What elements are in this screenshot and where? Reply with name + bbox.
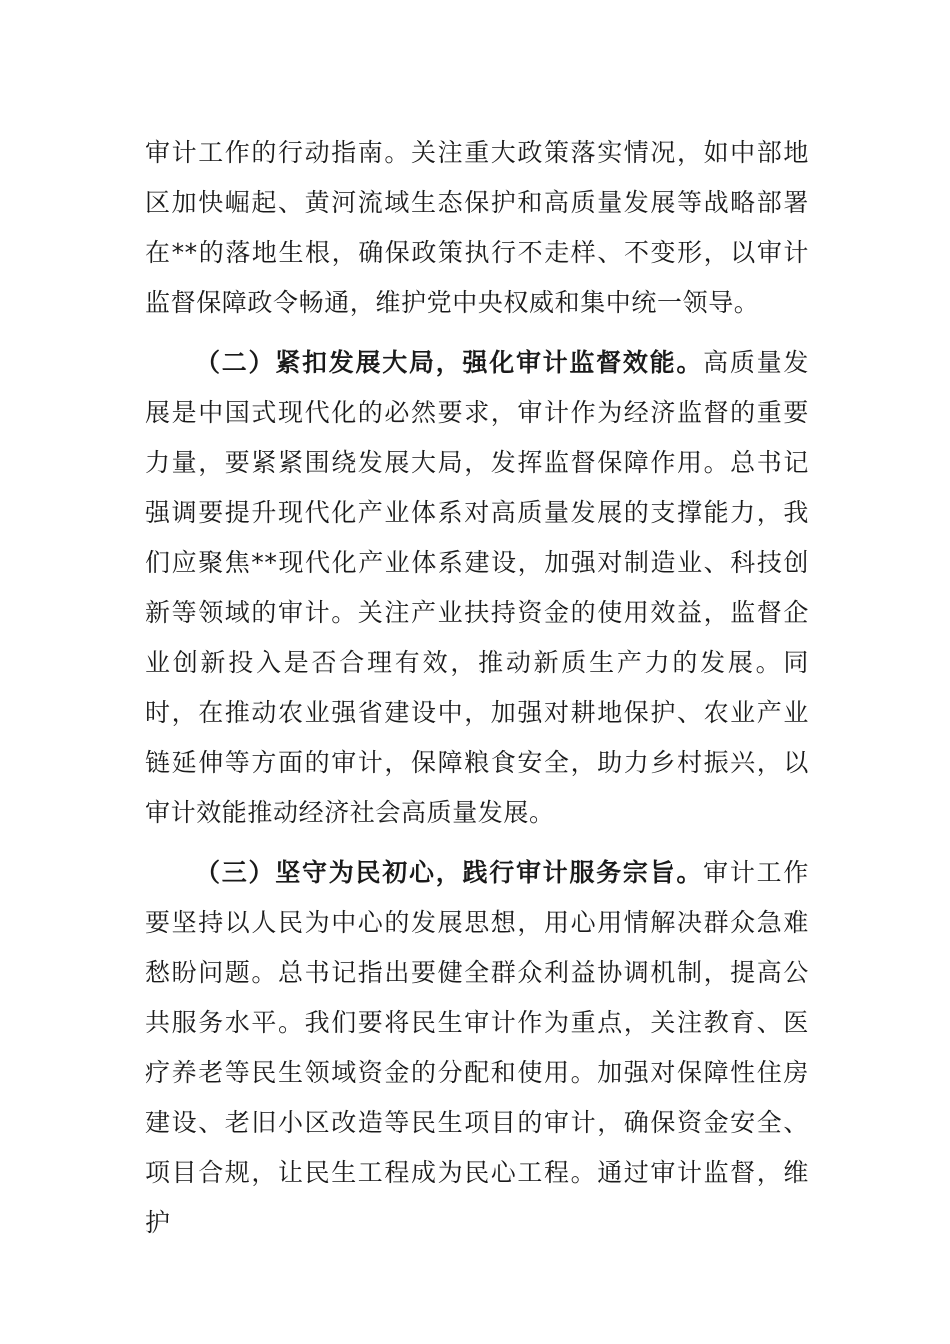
paragraph-1	[145, 128, 809, 328]
document-body	[145, 128, 809, 1258]
paragraph-2	[145, 338, 809, 838]
paragraph-3-text: 审计工作要坚持以人民为中心的发展思想，用心用情解决群众急难愁盼问题。总书记指出要健全群众利益协调机制，提高公共服务水平。我们要将民生审计作为重点，关注教育、医疗养老等民生领域资金的分配和使用。加强对保障性住房建设、老旧小区改造等民生项目的审计，确保资金安全、项目合规，让民生工程成为民心工程。通过审计监督，维护	[145, 858, 809, 1237]
paragraph-2-text: 高质量发展是中国式现代化的必然要求，审计作为经济监督的重要力量，要紧紧围绕发展大局，发挥监督保障作用。总书记强调要提升现代化产业体系对高质量发展的支撑能力，我们应聚焦**现代化产业体系建设，加强对制造业、科技创新等领域的审计。关注产业扶持资金的使用效益，监督企业创新投入是否合理有效，推动新质生产力的发展。同时，在推动农业强省建设中，加强对耕地保护、农业产业链延伸等方面的审计，保障粮食安全，助力乡村振兴，以审计效能推动经济社会高质量发展。	[145, 348, 809, 827]
paragraph-3-heading: （三）坚守为民初心，践行审计服务宗旨。	[195, 858, 704, 887]
paragraph-2-heading: （二）紧扣发展大局，强化审计监督效能。	[195, 348, 704, 377]
paragraph-3	[145, 848, 809, 1248]
paragraph-1-text: 审计工作的行动指南。关注重大政策落实情况，如中部地区加快崛起、黄河流域生态保护和高质量发展等战略部署在**的落地生根，确保政策执行不走样、不变形，以审计监督保障政令畅通，维护党中央权威和集中统一领导。	[145, 138, 809, 317]
